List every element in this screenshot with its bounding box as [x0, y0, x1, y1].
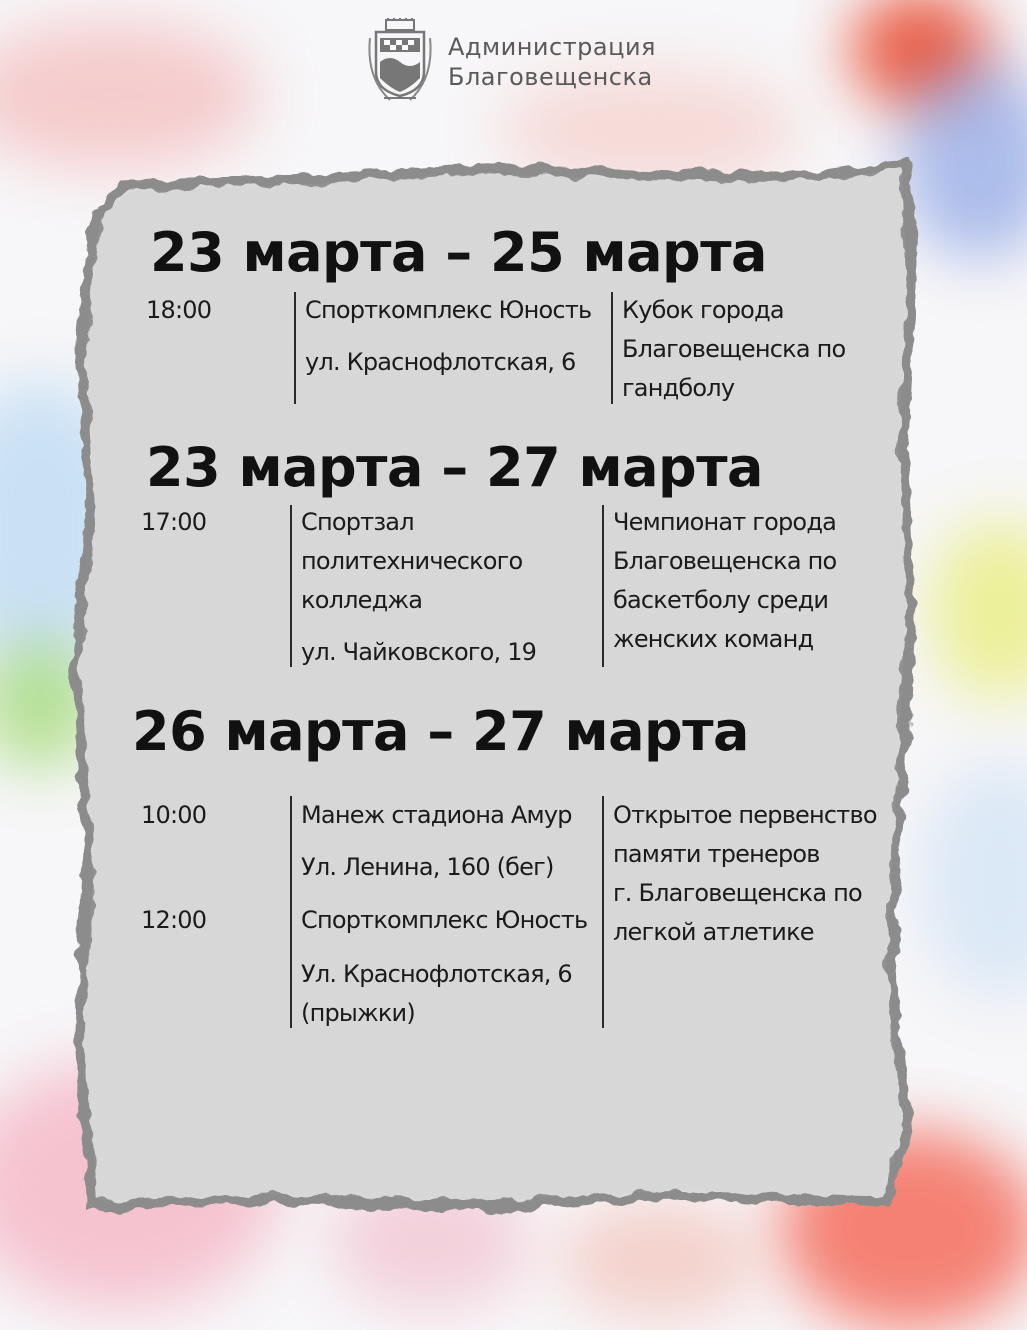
event-venue: Спорткомплекс Юность: [301, 906, 588, 934]
event-time: 10:00: [141, 801, 207, 829]
event-title-line: памяти тренеров: [613, 840, 820, 868]
event-title-line: г. Благовещенска по: [613, 879, 862, 907]
event-address: [301, 955, 572, 1033]
event-venue-line: политехнического: [301, 547, 523, 575]
event-dates: 26 марта – 27 марта: [132, 700, 749, 763]
event-title-line: Благовещенска по: [613, 547, 837, 575]
org-name-line1: Администрация: [448, 33, 656, 61]
column-divider: [294, 292, 296, 404]
event-venue-line: колледжа: [301, 586, 423, 614]
event-address-line: Ул. Краснофлотская, 6: [301, 960, 572, 988]
event-title-line: Кубок города: [622, 296, 784, 324]
event-title-line: Открытое первенство: [613, 801, 877, 829]
event-title-line: легкой атлетике: [613, 918, 814, 946]
org-name-line2: Благовещенска: [448, 63, 653, 91]
event-title: [613, 796, 877, 952]
city-crest-icon: [364, 18, 436, 106]
event-title-line: женских команд: [613, 625, 814, 653]
column-divider: [611, 292, 613, 404]
event-venue: [301, 503, 522, 620]
background-blob: [930, 520, 1027, 700]
event-title-line: баскетболу среди: [613, 586, 829, 614]
event-title-line: Благовещенска по: [622, 335, 846, 363]
event-time: 18:00: [146, 296, 212, 324]
event-address: Ул. Ленина, 160 (бег): [301, 853, 554, 881]
header: [364, 18, 656, 106]
column-divider: [602, 505, 604, 667]
event-time: 17:00: [141, 508, 207, 536]
background-blob: [0, 20, 260, 170]
event-title: [613, 503, 836, 659]
event-venue-line: Спортзал: [301, 508, 414, 536]
event-title-line: Чемпионат города: [613, 508, 837, 536]
event-address: ул. Чайковского, 19: [301, 638, 537, 666]
column-divider: [290, 796, 292, 1028]
event-address: ул. Краснофлотская, 6: [305, 348, 576, 376]
event-title: [622, 291, 845, 408]
background-blob: [920, 760, 1027, 1000]
event-time: 12:00: [141, 906, 207, 934]
event-address-line: (прыжки): [301, 999, 415, 1027]
column-divider: [290, 505, 292, 667]
event-dates: 23 марта – 27 марта: [146, 436, 763, 499]
column-divider: [602, 796, 604, 1028]
event-title-line: гандболу: [622, 374, 735, 402]
event-dates: 23 марта – 25 марта: [150, 221, 767, 284]
event-venue: Манеж стадиона Амур: [301, 801, 572, 829]
event-venue: Спорткомплекс Юность: [305, 296, 592, 324]
